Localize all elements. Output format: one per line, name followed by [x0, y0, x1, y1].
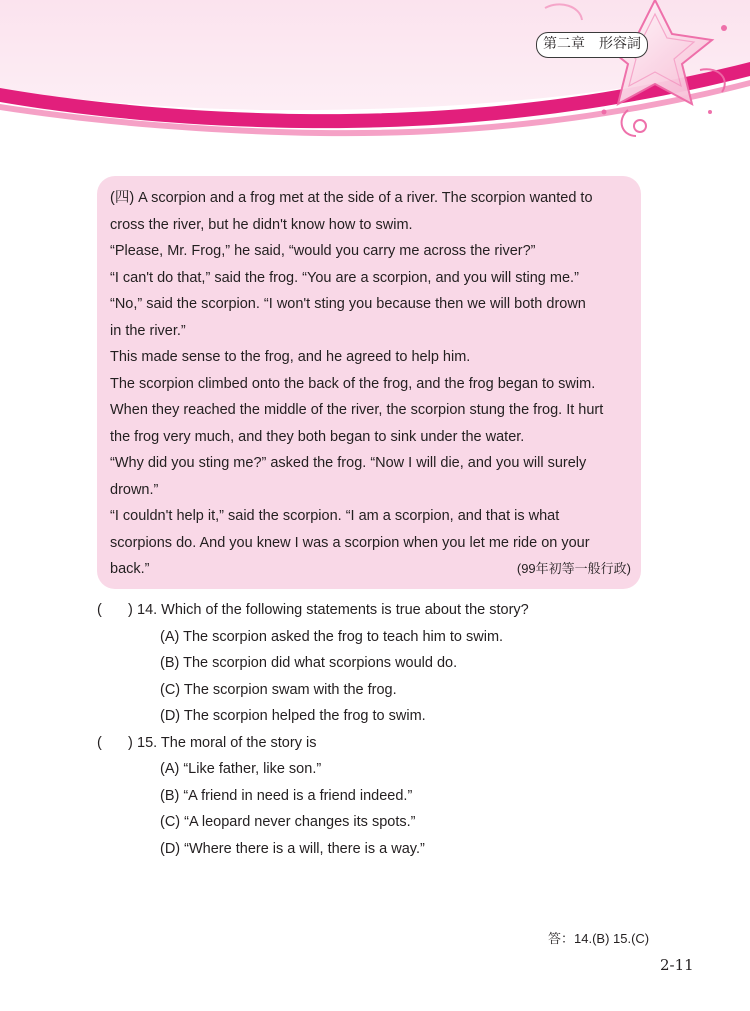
page-number: 2-11: [660, 956, 694, 974]
source-citation: (99年初等一般行政): [516, 561, 631, 576]
question-15: [97, 730, 657, 863]
passage-line: “Please, Mr. Frog,” he said, “would you carry me across the river?”: [110, 243, 536, 259]
question-text: 15. The moral of the story is: [137, 734, 317, 751]
passage-line: drown.”: [110, 481, 159, 498]
passage-line: in the river.”: [110, 322, 186, 339]
question-text: 14. Which of the following statements is true about the story?: [137, 602, 529, 618]
passage-line: The scorpion climbed onto the back of the frog, and the frog began to swim.: [110, 375, 596, 392]
passage-line: cross the river, but he didn't know how to swim.: [110, 216, 413, 233]
option-c: (C) “A leopard never changes its spots.”: [160, 814, 416, 830]
option-b: (B) The scorpion did what scorpions would do.: [160, 655, 458, 671]
passage-line: When they reached the middle of the river, the scorpion stung the frog. It hurt: [110, 402, 604, 418]
option-c: (C) The scorpion swam with the frog.: [160, 681, 397, 698]
question-stem: [97, 730, 657, 757]
passage-line: “No,” said the scorpion. “I won't sting you because then we will both drown: [110, 296, 586, 312]
answer-blank-close: ): [128, 734, 133, 751]
passage-last-line: [110, 556, 629, 583]
option-a: (A) “Like father, like son.”: [160, 761, 322, 777]
header-decoration: [0, 0, 750, 160]
passage-line: “I couldn't help it,” said the scorpion. “I am a scorpion, and that is what: [110, 508, 560, 524]
passage-line: “Why did you sting me?” asked the frog. “Now I will die, and you will surely: [110, 455, 587, 471]
question-stem: [97, 597, 657, 624]
answer-blank-open: (: [97, 734, 102, 751]
answer-blank-close: ): [128, 602, 133, 618]
reading-passage: [97, 176, 641, 589]
option-d: (D) “Where there is a will, there is a way.”: [160, 840, 425, 857]
option-b: (B) “A friend in need is a friend indeed.”: [160, 787, 413, 804]
chapter-title: 第二章 形容詞: [536, 32, 648, 58]
passage-line: the frog very much, and they both began to sink under the water.: [110, 428, 525, 445]
passage-line: (四) A scorpion and a frog met at the side of a river. The scorpion wanted to: [110, 190, 593, 206]
passage-line: back.”: [110, 561, 150, 577]
passage-line: This made sense to the frog, and he agreed to help him.: [110, 349, 471, 365]
answer-blank-open: (: [97, 602, 102, 618]
option-a: (A) The scorpion asked the frog to teach him to swim.: [160, 628, 504, 645]
answer-key: 答：14.(B) 15.(C): [548, 931, 650, 946]
question-14: [97, 597, 657, 730]
question-list: [97, 597, 657, 862]
passage-line: scorpions do. And you knew I was a scorpion when you let me ride on your: [110, 534, 590, 551]
option-d: (D) The scorpion helped the frog to swim.: [160, 708, 426, 724]
passage-line: “I can't do that,” said the frog. “You are a scorpion, and you will sting me.”: [110, 269, 579, 286]
